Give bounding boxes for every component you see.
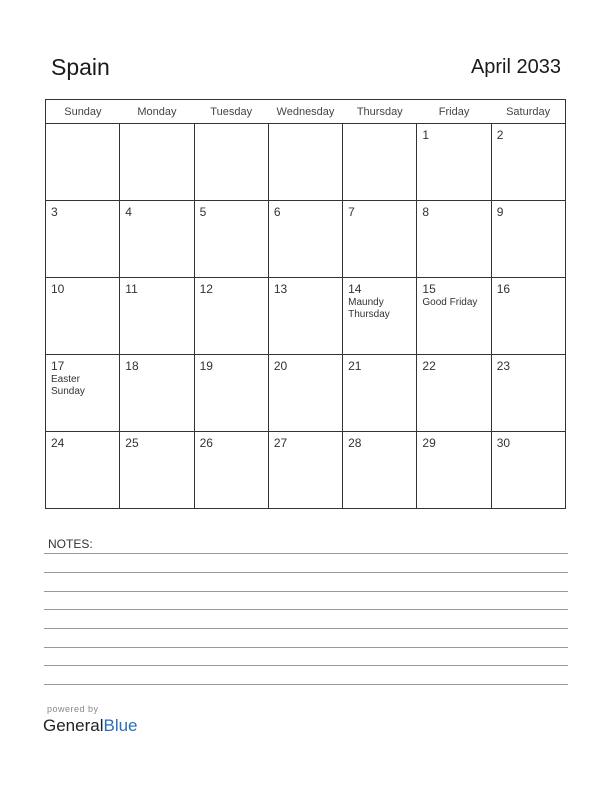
day-cell	[417, 201, 491, 278]
day-cell	[343, 278, 417, 355]
day-number: 6	[273, 205, 281, 219]
day-cell	[268, 432, 342, 509]
day-cell	[268, 278, 342, 355]
day-number: 1	[422, 128, 430, 142]
calendar-week-row	[46, 278, 566, 355]
day-cell	[491, 278, 565, 355]
day-cell	[46, 355, 120, 432]
day-cell	[194, 124, 268, 201]
day-number: 14	[348, 282, 362, 296]
country-title: Spain	[51, 54, 110, 80]
weekday-header: Sunday	[46, 100, 120, 124]
calendar-week-row	[46, 201, 566, 278]
note-line	[44, 609, 568, 610]
day-number: 18	[125, 359, 139, 373]
day-number: 9	[496, 205, 504, 219]
weekday-header: Wednesday	[268, 100, 342, 124]
day-number: 8	[422, 205, 430, 219]
day-number: 3	[51, 205, 58, 219]
day-cell	[194, 432, 268, 509]
day-number: 4	[125, 205, 132, 219]
note-line	[44, 647, 568, 648]
note-line	[44, 684, 568, 685]
calendar-week-row	[46, 432, 566, 509]
weekday-header-row	[46, 100, 566, 124]
brand-general: General	[43, 716, 104, 735]
day-number: 13	[273, 282, 288, 296]
day-cell	[194, 201, 268, 278]
weekday-header: Monday	[120, 100, 194, 124]
weekday-header: Tuesday	[194, 100, 268, 124]
day-cell	[120, 278, 194, 355]
weekday-header: Friday	[417, 100, 491, 124]
weekday-header: Thursday	[343, 100, 417, 124]
day-cell	[417, 278, 491, 355]
powered-by-text: powered by	[47, 704, 99, 714]
holiday-label: Good Friday	[422, 297, 478, 308]
day-number: 5	[199, 205, 207, 219]
weekday-header: Saturday	[491, 100, 565, 124]
day-number: 11	[125, 282, 138, 296]
notes-label: NOTES:	[48, 537, 93, 551]
day-number: 20	[273, 359, 288, 373]
day-number: 7	[348, 205, 355, 219]
day-cell	[343, 355, 417, 432]
day-number: 25	[125, 436, 139, 450]
day-number: 10	[51, 282, 65, 296]
day-number: 21	[348, 359, 362, 373]
day-cell	[417, 355, 491, 432]
day-number: 23	[496, 359, 511, 373]
day-cell	[120, 124, 194, 201]
day-number: 19	[199, 359, 213, 373]
day-cell	[194, 278, 268, 355]
day-cell	[343, 124, 417, 201]
note-line	[44, 572, 568, 573]
month-year-title: April 2033	[470, 56, 561, 78]
note-line	[44, 553, 568, 554]
calendar-week-row	[46, 355, 566, 432]
day-cell	[491, 124, 565, 201]
note-line	[44, 591, 568, 592]
day-cell	[417, 432, 491, 509]
day-number: 22	[422, 359, 436, 373]
day-cell	[268, 201, 342, 278]
day-number: 17	[51, 359, 65, 373]
day-number: 29	[422, 436, 436, 450]
day-cell	[343, 432, 417, 509]
day-cell	[46, 201, 120, 278]
day-cell	[120, 432, 194, 509]
day-number: 30	[496, 436, 511, 450]
day-cell	[46, 124, 120, 201]
day-number: 16	[496, 282, 511, 296]
day-cell	[194, 355, 268, 432]
brand-blue: Blue	[103, 716, 138, 735]
day-number: 28	[348, 436, 362, 450]
note-line	[44, 628, 568, 629]
day-number: 2	[496, 128, 504, 142]
day-cell	[120, 201, 194, 278]
day-number: 24	[51, 436, 65, 450]
day-cell	[120, 355, 194, 432]
holiday-label: Easter Sunday	[51, 374, 85, 397]
day-cell	[417, 124, 491, 201]
calendar-grid	[45, 99, 566, 509]
day-cell	[343, 201, 417, 278]
note-line	[44, 665, 568, 666]
day-cell	[46, 278, 120, 355]
calendar-week-row	[46, 124, 566, 201]
day-cell	[268, 124, 342, 201]
day-cell	[491, 432, 565, 509]
day-number: 26	[199, 436, 213, 450]
day-cell	[46, 432, 120, 509]
day-cell	[491, 355, 565, 432]
day-cell	[268, 355, 342, 432]
day-number: 27	[273, 436, 288, 450]
day-cell	[491, 201, 565, 278]
day-number: 12	[199, 282, 213, 296]
day-number: 15	[422, 282, 436, 296]
generalblue-logo	[43, 716, 138, 736]
holiday-label: Maundy Thursday	[348, 297, 390, 320]
